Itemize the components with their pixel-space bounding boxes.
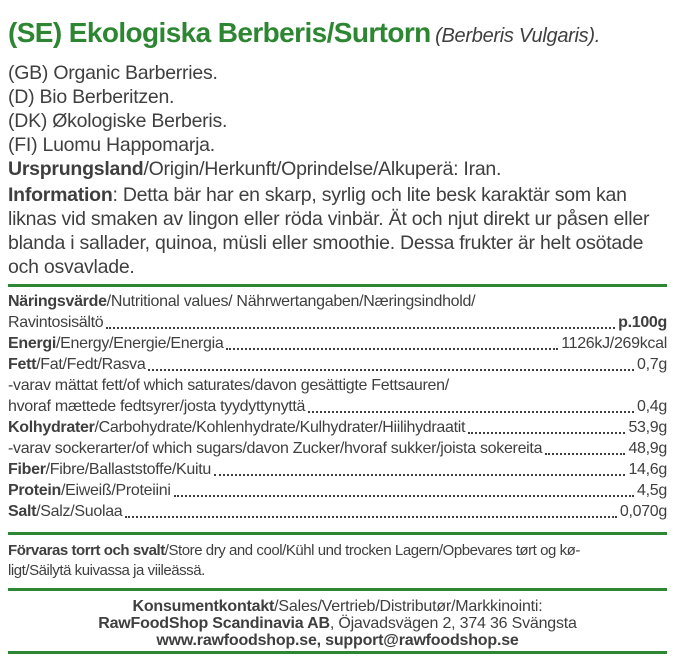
nutrition-row-carbohydrate (8, 417, 667, 438)
nutrition-row-label: /Eiweiß/Proteiini (61, 482, 171, 499)
divider-rule (8, 651, 667, 654)
nutrition-row-label: -varav mättat fett/of which saturates/davon gesättigte Fettsauren/ (8, 377, 449, 394)
product-name-translations (8, 61, 667, 157)
information-label: Information (8, 184, 113, 206)
nutrition-header-bold: Näringsvärde (8, 293, 107, 310)
nutrition-row-bold: Salt (8, 503, 37, 520)
nutrition-header-text: /Nutritional values/ Nährwertangaben/Næringsindhold/ (106, 293, 476, 310)
leader-dots (125, 516, 616, 518)
nutrition-row-fat (8, 354, 667, 375)
contact-block (8, 598, 667, 649)
divider-rule (8, 588, 667, 591)
nutrition-row-label: -varav sockerarter/of which sugars/davon Zucker/hvoraf sukker/joista sokereita (8, 440, 543, 457)
nutrition-row-fibre (8, 459, 667, 480)
leader-dots (174, 495, 634, 497)
product-name-fi: (FI) Luomu Happomarja. (8, 134, 215, 156)
storage-label: Förvaras torrt och svalt (8, 542, 165, 559)
nutrition-row-value: 1126kJ/269kcal (561, 335, 667, 352)
leader-dots (226, 348, 558, 350)
nutrition-row-label: /Fibre/Ballaststoffe/Kuitu (45, 461, 211, 478)
divider-rule (8, 284, 667, 287)
nutrition-row-value: 48,9g (628, 440, 667, 457)
nutrition-header-row (8, 291, 667, 312)
company-name: RawFoodShop Scandinavia AB (98, 615, 330, 632)
contact-address-line (8, 615, 667, 632)
nutrition-row-sugars (8, 438, 667, 459)
storage-text-line2: ligt/Säilytä kuivassa ja viileässä. (8, 562, 205, 579)
contact-web-email-line (8, 632, 667, 649)
leader-dots (308, 411, 634, 413)
leader-dots (468, 432, 625, 434)
nutrition-row-value: p.100g (618, 314, 667, 331)
nutrition-row-value: 0,4g (637, 398, 667, 415)
nutrition-row-label: /Fat/Fedt/Rasva (36, 356, 146, 373)
nutrition-row-energy (8, 333, 667, 354)
nutrition-row-saturates-line1 (8, 375, 667, 396)
latin-name: (Berberis Vulgaris). (435, 25, 600, 47)
company-address: , Öjavadsvägen 2, 374 36 Svängsta (329, 615, 577, 632)
leader-dots (545, 453, 625, 455)
nutrition-row-bold: Energi (8, 335, 56, 352)
nutrition-row-value: 14,6g (628, 461, 667, 478)
nutrition-row-label: /Carbohydrate/Kohlenhydrate/Kulhydrater/Hiilihydraatit (94, 419, 466, 436)
contact-roles-text: /Sales/Vertrieb/Distributør/Markkinointi: (274, 598, 543, 615)
nutrition-row-value: 4,5g (637, 482, 667, 499)
nutrition-row-saturates-line2 (8, 396, 667, 417)
nutrition-row-label: /Energy/Energie/Energia (56, 335, 224, 352)
leader-dots (148, 369, 634, 371)
nutrition-row-label: hvoraf mættede fedtsyrer/josta tyydyttynyttä (8, 398, 306, 415)
nutrition-row-label: /Salz/Suolaa (36, 503, 123, 520)
leader-dots (106, 327, 615, 329)
nutrition-row-value: 0,7g (637, 356, 667, 373)
contact-roles-line (8, 598, 667, 615)
origin-label: Ursprungsland (8, 158, 144, 180)
nutrition-row-bold: Fiber (8, 461, 46, 478)
origin-line (8, 157, 667, 181)
nutrition-row-bold: Kolhydrater (8, 419, 95, 436)
product-name-gb: (GB) Organic Barberries. (8, 62, 218, 84)
nutrition-row-bold: Protein (8, 482, 62, 499)
product-title: (SE) Ekologiska Berberis/Surtorn (8, 17, 431, 48)
nutrition-row-per100g (8, 312, 667, 333)
nutrition-row-value: 53,9g (628, 419, 667, 436)
nutrition-row-bold: Fett (8, 356, 37, 373)
website-email: www.rawfoodshop.se, support@rawfoodshop.se (156, 632, 519, 649)
nutrition-row-label: Ravintosisältö (8, 314, 104, 331)
leader-dots (214, 474, 626, 476)
product-name-d: (D) Bio Berberitzen. (8, 86, 175, 108)
origin-text: /Origin/Herkunft/Oprindelse/Alkuperä: Iran. (143, 158, 502, 180)
contact-label: Konsumentkontakt (132, 598, 275, 615)
storage-text-line1: /Store dry and cool/Kühl und trocken Lagern/Opbevares tørt og kø- (164, 542, 580, 559)
product-name-dk: (DK) Økologiske Berberis. (8, 110, 228, 132)
storage-instructions (8, 541, 667, 581)
nutrition-table (8, 291, 667, 522)
nutrition-row-protein (8, 480, 667, 501)
title-line (8, 16, 667, 55)
information-text: : Detta bär har en skarp, syrlig och lite besk karaktär som kan liknas vid smaken av lingon eller röda vinbär. Ät och njut direkt ur påsen eller blanda i sallader, quinoa, müsli eller smoothie. Dessa frukter är helt osötade och osvavlade. (8, 184, 650, 278)
divider-rule (8, 532, 667, 535)
information-paragraph (8, 183, 667, 279)
nutrition-row-salt (8, 501, 667, 522)
nutrition-row-value: 0,070g (619, 503, 667, 520)
